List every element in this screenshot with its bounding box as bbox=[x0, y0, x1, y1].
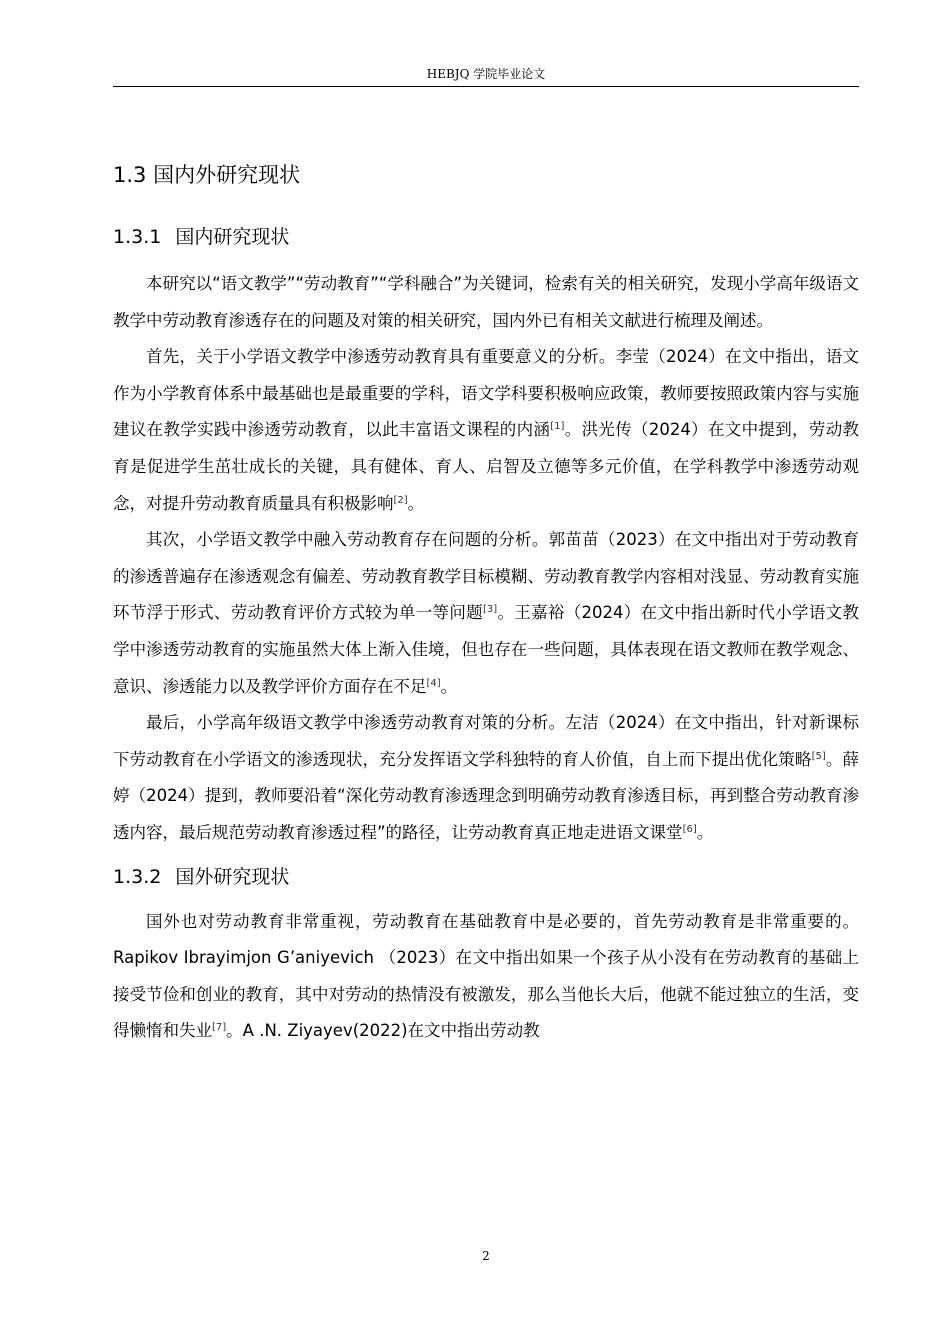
paragraph-significance bbox=[113, 339, 859, 522]
citation-ref-5[interactable]: [5] bbox=[811, 750, 826, 762]
paragraph-text: 。 bbox=[407, 493, 425, 513]
citation-ref-4[interactable]: [4] bbox=[426, 677, 441, 689]
page-content bbox=[113, 158, 859, 1050]
paragraph-text: 。 bbox=[440, 676, 458, 696]
paragraph-text: 。 bbox=[696, 822, 714, 842]
paragraph-foreign bbox=[113, 904, 859, 1050]
subsection-number: 1.3.1 bbox=[113, 226, 162, 248]
paragraph-text: 。王嘉裕（2024）在文中指出新时代小学语文教学中渗透劳动教育的实施虽然大体上渐入佳境，但也存在一些问题，具体表现在语文教师在教学观念、意识、渗透能力以及教学评价方面存在不足 bbox=[113, 603, 859, 696]
paragraph-text: 。薛婷（2024）提到，教师要沿着“深化劳动教育渗透理念到明确劳动教育渗透目标，再到整合劳动教育渗透内容，最后规范劳动教育渗透过程”的路径，让劳动教育真正地走进语文课堂 bbox=[113, 749, 860, 842]
paragraph-problems bbox=[113, 522, 859, 705]
paragraph-text: 最后，小学高年级语文教学中渗透劳动教育对策的分析。左洁（2024）在文中指出，针对新课标下劳动教育在小学语文的渗透现状，充分发挥语文学科独特的育人价值，自上而下提出优化策略 bbox=[113, 713, 859, 769]
citation-ref-7[interactable]: [7] bbox=[212, 1022, 227, 1034]
header-rule bbox=[113, 86, 859, 87]
subsection-number: 1.3.2 bbox=[113, 865, 162, 888]
page-number: 2 bbox=[482, 1249, 490, 1263]
paragraph-text: 首先，关于小学语文教学中渗透劳动教育具有重要意义的分析。李莹（2024）在文中指出，语文作为小学教育体系中最基础也是最重要的学科，语文学科要积极响应政策，教师要按照政策内容与实施建议在教学实践中渗透劳动教育，以此丰富语文课程的内涵 bbox=[113, 347, 859, 440]
subsection-heading-foreign bbox=[113, 862, 859, 892]
citation-ref-2[interactable]: [2] bbox=[393, 494, 408, 506]
subsection-heading-domestic bbox=[113, 222, 859, 252]
paragraph-intro: 本研究以“语文教学”“劳动教育”“学科融合”为关键词，检索有关的相关研究，发现小学高年级语文教学中劳动教育渗透存在的问题及对策的相关研究，国内外已有相关文献进行梳理及阐述。 bbox=[113, 274, 859, 330]
paragraph-text: 。A .N. Ziyayev(2022)在文中指出劳动教 bbox=[226, 1021, 540, 1041]
citation-ref-1[interactable]: [1] bbox=[550, 421, 565, 433]
paragraph-text: 。洪光传（2024）在文中提到，劳动教育是促进学生茁壮成长的关键，具有健体、育人、启智及立德等多元价值，在学科教学中渗透劳动观念，对提升劳动教育质量具有积极影响 bbox=[113, 420, 860, 513]
paragraph-text: 国外也对劳动教育非常重视，劳动教育在基础教育中是必要的，首先劳动教育是非常重要的。Rapikov Ibrayimjon G’aniyevich （2023）在文中指出如果一个孩子从小没有在劳动教育的基础上接受节俭和创业的教育，其中对劳动的热情没有被激发，那么当他长大后，他就不能过独立的生活，变得懒惰和失业 bbox=[113, 911, 859, 1041]
paragraph-strategies bbox=[113, 705, 859, 851]
section-heading: 1.3 国内外研究现状 bbox=[113, 163, 301, 187]
subsection-title: 国内研究现状 bbox=[175, 226, 290, 248]
paragraph-text: 其次，小学语文教学中融入劳动教育存在问题的分析。郭苗苗（2023）在文中指出对于劳动教育的渗透普遍存在渗透观念有偏差、劳动教育教学目标模糊、劳动教育教学内容相对浅显、劳动教育实施环节浮于形式、劳动教育评价方式较为单一等问题 bbox=[113, 530, 859, 623]
citation-ref-6[interactable]: [6] bbox=[682, 823, 697, 835]
citation-ref-3[interactable]: [3] bbox=[482, 604, 498, 616]
subsection-title: 国外研究现状 bbox=[175, 865, 290, 888]
running-header: HEBJQ 学院毕业论文 bbox=[426, 67, 546, 81]
